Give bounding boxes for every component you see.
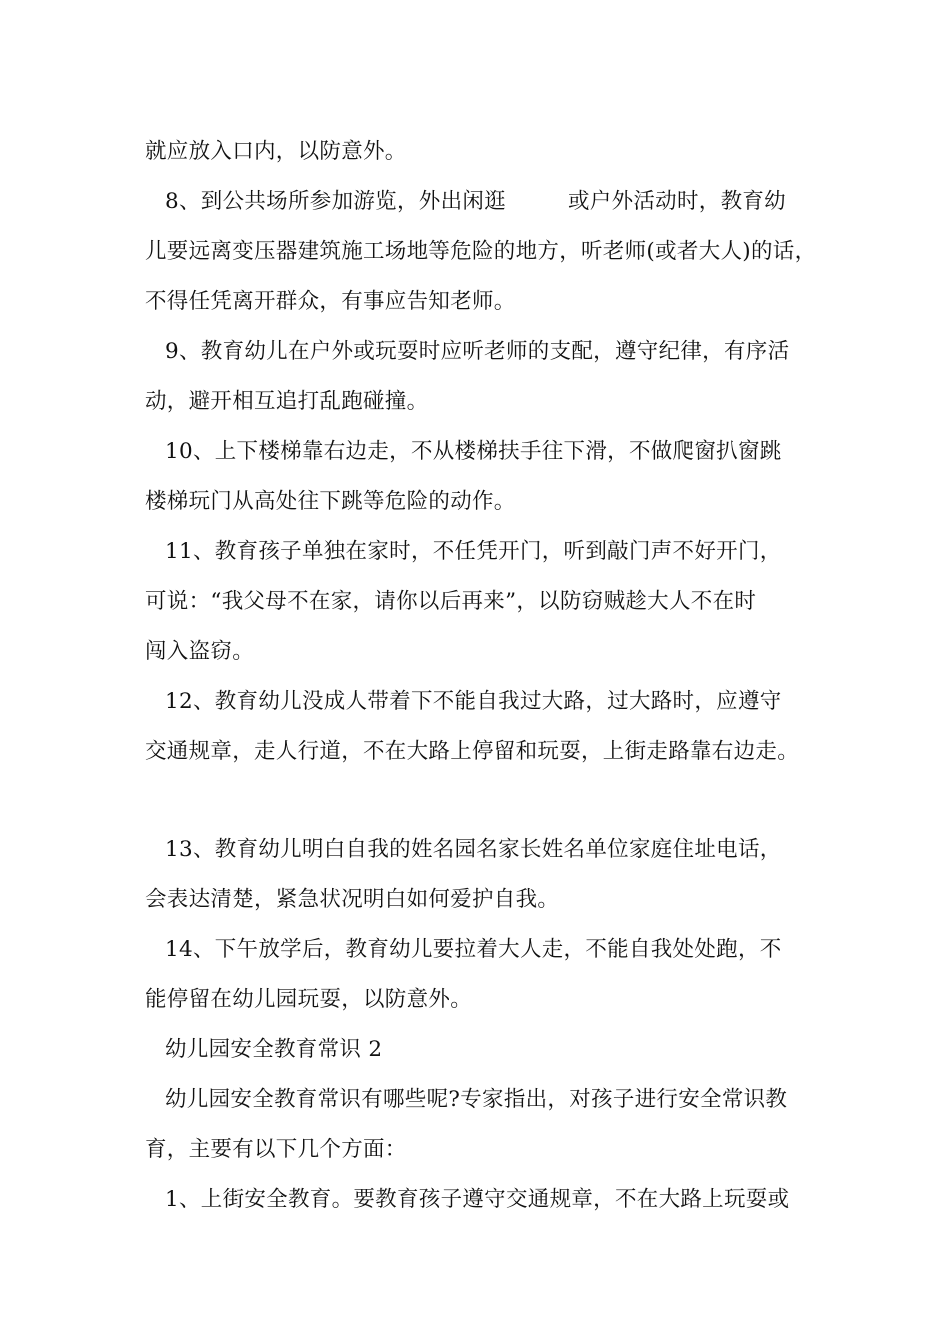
text-line: 12、教育幼儿没成人带着下不能自我过大路，过大路时，应遵守 <box>165 689 782 714</box>
text-line: 9、教育幼儿在户外或玩耍时应听老师的支配，遵守纪律，有序活 <box>165 339 790 364</box>
text-line <box>165 187 845 217</box>
section-heading: 幼儿园安全教育常识 2 <box>165 1037 383 1062</box>
text-line: 14、下午放学后，教育幼儿要拉着大人走，不能自我处处跑，不 <box>165 937 782 962</box>
text-line: 育，主要有以下几个方面： <box>145 1137 407 1162</box>
text-line: 可说：“我父母不在家，请你以后再来”，以防窃贼趁大人不在时 <box>145 589 757 614</box>
text-line: 会表达清楚，紧急状况明白如何爱护自我。 <box>145 887 560 912</box>
text-segment: 或户外活动时，教育幼 <box>567 189 786 214</box>
text-line: 交通规章，走人行道，不在大路上停留和玩耍，上街走路靠右边走。 <box>145 739 800 764</box>
text-line: 幼儿园安全教育常识有哪些呢?专家指出，对孩子进行安全常识教 <box>165 1087 788 1112</box>
text-line: 动，避开相互追打乱跑碰撞。 <box>145 389 429 414</box>
text-line: 楼梯玩门从高处往下跳等危险的动作。 <box>145 489 516 514</box>
text-line: 就应放入口内，以防意外。 <box>145 139 407 164</box>
text-segment: 8、到公共场所参加游览，外出闲逛 <box>165 189 506 214</box>
text-line: 1、上街安全教育。要教育孩子遵守交通规章，不在大路上玩耍或 <box>165 1187 790 1212</box>
text-line: 11、教育孩子单独在家时，不任凭开门，听到敲门声不好开门， <box>165 539 782 564</box>
text-line: 13、教育幼儿明白自我的姓名园名家长姓名单位家庭住址电话， <box>165 837 782 862</box>
text-line: 闯入盗窃。 <box>145 639 255 664</box>
text-line: 10、上下楼梯靠右边走，不从楼梯扶手往下滑，不做爬窗扒窗跳 <box>165 439 782 464</box>
text-line: 能停留在幼儿园玩耍，以防意外。 <box>145 987 473 1012</box>
text-line: 儿要远离变压器建筑施工场地等危险的地方，听老师(或者大人)的话， <box>145 239 817 264</box>
text-line: 不得任凭离开群众，有事应告知老师。 <box>145 289 516 314</box>
